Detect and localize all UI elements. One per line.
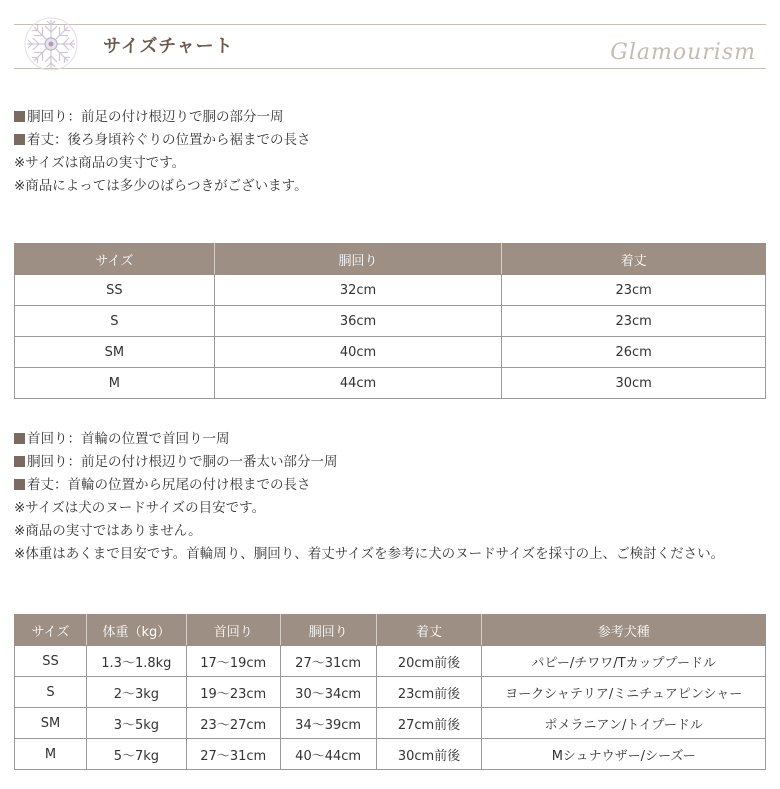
column-header: 首回り: [186, 615, 280, 646]
table-cell: 36cm: [214, 306, 502, 337]
table-cell: 20cm前後: [376, 646, 482, 677]
table-header-row: [15, 615, 766, 646]
table-row: [15, 739, 766, 770]
table-cell: 19～23cm: [186, 677, 280, 708]
table-cell: 27～31cm: [280, 646, 376, 677]
table-row: [15, 646, 766, 677]
table-cell: 1.3～1.8kg: [86, 646, 186, 677]
table-cell: M: [15, 739, 87, 770]
column-header: 体重（kg）: [86, 615, 186, 646]
note-line: ※体重はあくまで目安です。首輪周り、胴回り、着丈サイズを参考に犬のヌードサイズを採寸の上、ご検討ください。: [14, 546, 725, 562]
page-header: [0, 0, 780, 80]
size-chart-table-1: [14, 243, 766, 399]
table-cell: S: [15, 677, 87, 708]
header-bottom-rule: [14, 68, 766, 69]
table-cell: Mシュナウザー/シーズー: [482, 739, 766, 770]
table-cell: 23cm: [502, 306, 766, 337]
bullet-square-icon: [14, 111, 25, 122]
brand-logo-text: Glamourism: [610, 40, 756, 65]
table-cell: 27～31cm: [186, 739, 280, 770]
table-cell: 40cm: [214, 337, 502, 368]
table-cell: 30～34cm: [280, 677, 376, 708]
table-cell: 27cm前後: [376, 708, 482, 739]
table-row: [15, 708, 766, 739]
table-row: [15, 306, 766, 337]
bullet-square-icon: [14, 456, 25, 467]
table-cell: S: [15, 306, 215, 337]
table-cell: SM: [15, 337, 215, 368]
column-header: 胴回り: [214, 244, 502, 275]
note-line: ※サイズは犬のヌードサイズの目安です。: [14, 500, 266, 516]
note-line: 着丈：後ろ身頃衿ぐりの位置から裾までの長さ: [14, 129, 311, 152]
bullet-square-icon: [14, 479, 25, 490]
measurement-notes-1: [14, 106, 311, 198]
column-header: サイズ: [15, 615, 87, 646]
table-cell: 34～39cm: [280, 708, 376, 739]
table-cell: パピー/チワワ/Tカッププードル: [482, 646, 766, 677]
table-cell: 23cm前後: [376, 677, 482, 708]
table-row: [15, 275, 766, 306]
note-line: 胴回り：前足の付け根辺りで胴の部分一周: [14, 106, 311, 129]
table-cell: 23～27cm: [186, 708, 280, 739]
snowflake-emblem-icon: [22, 15, 80, 73]
table-cell: SS: [15, 646, 87, 677]
table-row: [15, 337, 766, 368]
bullet-square-icon: [14, 433, 25, 444]
column-header: 着丈: [376, 615, 482, 646]
table-cell: 2～3kg: [86, 677, 186, 708]
note-line: 首回り：首輪の位置で首回り一周: [14, 428, 766, 451]
column-header: 着丈: [502, 244, 766, 275]
page-title: サイズチャート: [103, 36, 234, 57]
table-cell: SS: [15, 275, 215, 306]
note-line: 胴回り：前足の付け根辺りで胴の一番太い部分一周: [14, 451, 766, 474]
table-cell: M: [15, 368, 215, 399]
table-cell: 3～5kg: [86, 708, 186, 739]
table-cell: 40～44cm: [280, 739, 376, 770]
header-top-rule: [14, 24, 766, 25]
column-header: 参考犬種: [482, 615, 766, 646]
table-cell: 17～19cm: [186, 646, 280, 677]
note-line: ※商品によっては多少のばらつきがございます。: [14, 178, 308, 194]
table-header-row: [15, 244, 766, 275]
table-cell: 5～7kg: [86, 739, 186, 770]
column-header: サイズ: [15, 244, 215, 275]
table-cell: 32cm: [214, 275, 502, 306]
bullet-square-icon: [14, 134, 25, 145]
table-cell: 30cm前後: [376, 739, 482, 770]
table-cell: 44cm: [214, 368, 502, 399]
table-cell: 23cm: [502, 275, 766, 306]
table-row: [15, 677, 766, 708]
table-cell: 30cm: [502, 368, 766, 399]
table-cell: SM: [15, 708, 87, 739]
column-header: 胴回り: [280, 615, 376, 646]
table-cell: 26cm: [502, 337, 766, 368]
note-line: ※サイズは商品の実寸です。: [14, 155, 186, 171]
note-line: 着丈：首輪の位置から尻尾の付け根までの長さ: [14, 474, 766, 497]
table-cell: ポメラニアン/トイプードル: [482, 708, 766, 739]
note-line: ※商品の実寸ではありません。: [14, 523, 202, 539]
table-row: [15, 368, 766, 399]
table-cell: ヨークシャテリア/ミニチュアピンシャー: [482, 677, 766, 708]
measurement-notes-2: [14, 428, 766, 566]
size-chart-table-2: [14, 614, 766, 770]
